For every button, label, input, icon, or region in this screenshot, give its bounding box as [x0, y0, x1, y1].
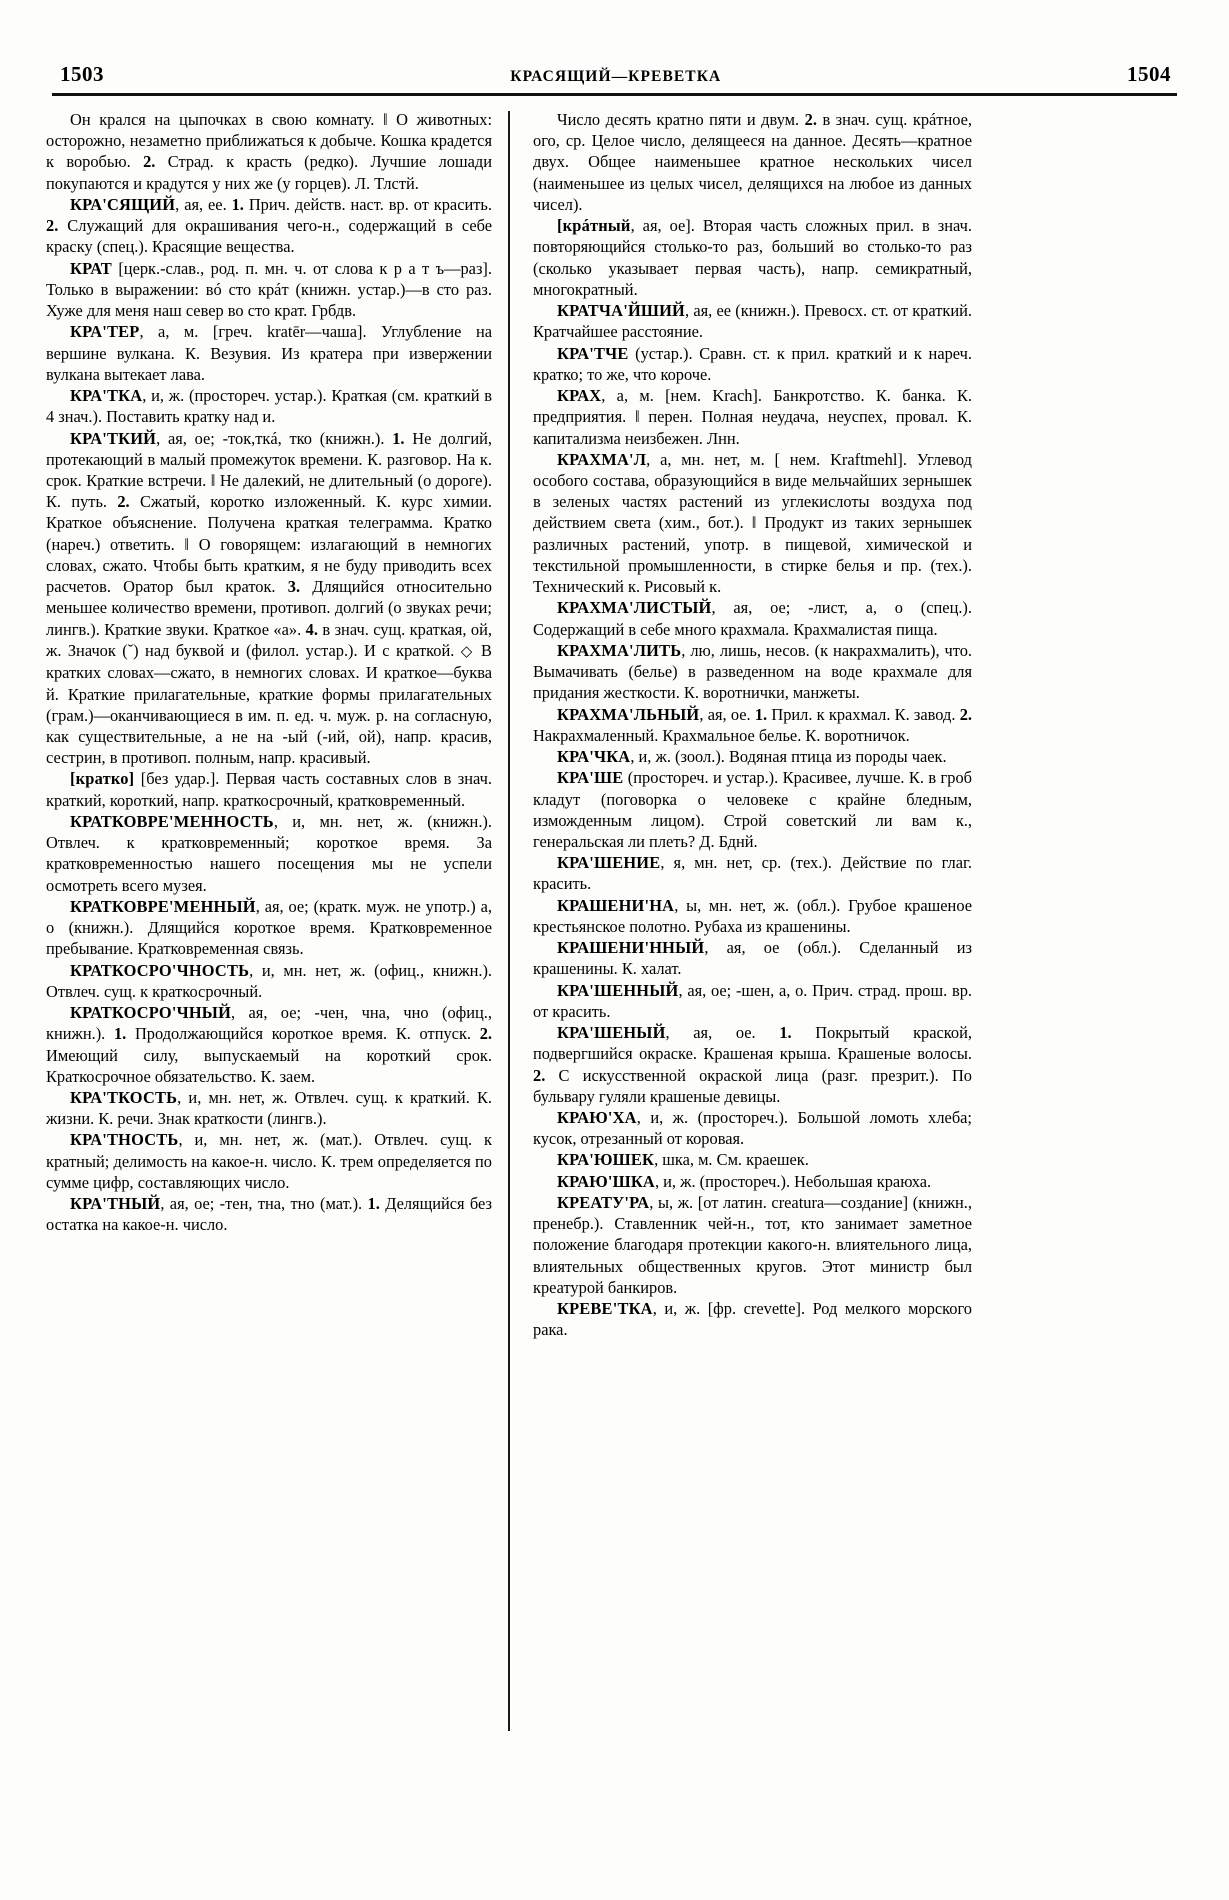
headword: КРАТ — [70, 258, 112, 278]
entry-krashenina — [533, 895, 972, 937]
folio-right: 1504 — [1126, 62, 1171, 86]
entry-body: , ая, ое; -лист, а, о (спец.). Содержащий в себе много крахмала. Крахмалистая пища. — [533, 598, 972, 639]
entry-krashenie — [533, 852, 972, 894]
entry-body: , ая, ое. 1. Покрытый краской, подвергшийся окраске. Крашеная крыша. Крашеные волосы. 2. С искусственной окраской лица (разг. презрит.). По бульвару гуляли крашеные девицы. — [533, 1023, 973, 1106]
entry-kratche — [533, 343, 972, 385]
headword: КРА'ЧКА — [557, 747, 631, 767]
headword: КРА'ТЧЕ — [557, 343, 629, 363]
entry-krasyashchiy — [46, 194, 492, 258]
entry-krakhmalnyy — [533, 704, 972, 746]
entry-kratkost — [46, 1087, 492, 1129]
headword: КРЕВЕ'ТКА — [557, 1299, 653, 1319]
entry-body: , и, ж. (простореч.). Большой ломоть хлеба; кусок, отрезанный от коровая. — [533, 1108, 972, 1149]
running-title: КРАСЯЩИЙ—КРЕВЕТКА — [509, 68, 722, 85]
right-column — [510, 109, 972, 1809]
entry-krevetka — [533, 1298, 972, 1340]
headword: КРА'ТНЫЙ — [70, 1194, 161, 1214]
headword: КРАЮ'ХА — [557, 1108, 637, 1128]
headword: КРАХМА'Л — [557, 449, 647, 469]
entry-kratnyy-continued — [533, 109, 972, 215]
entry-krasyashchiy-continued — [46, 109, 492, 194]
headword: КРА'ШЕ — [557, 768, 624, 788]
entry-kratko-prefix — [46, 768, 492, 810]
headword: КРАТКОВРЕ'МЕННОСТЬ — [70, 811, 274, 831]
headword: [кратко] — [70, 769, 135, 789]
entry-body: , и, мн. нет, ж. (офиц., книжн.). Отвлеч. сущ. к краткосрочный. — [46, 960, 492, 1001]
running-head — [46, 62, 1183, 87]
entry-body: (устар.). Сравн. ст. к прил. краткий и к нареч. кратко; то же, что короче. — [533, 343, 972, 384]
entry-krakhmal — [533, 449, 972, 598]
sense-divider-mark — [211, 471, 216, 490]
headword: КРАЮ'ШКА — [557, 1171, 655, 1191]
entry-body: , ы, мн. нет, ж. (обл.). Грубое крашеное крестьянское полотно. Рубаха из крашенины. — [533, 895, 972, 936]
entry-krater — [46, 321, 492, 385]
entry-body: Число десять кратно пяти и двум. 2. в знач. сущ. крáтное, ого, ср. Целое число, делящееся на данное. Десять—кратное двух. Общее наименьшее кратное нескольких чисел (наименьшее из целых чисел, делящихся на любое из данных чисел). — [533, 110, 972, 214]
entry-body: , ая, ее. 1. Прич. действ. наст. вр. от красить. 2. Служащий для окрашивания чего-н., содержащий в себе краску (спец.). Красящие вещества. — [46, 194, 492, 257]
entry-body: , ая, ее (книжн.). Превосх. ст. от краткий. Кратчайшее расстояние. — [533, 301, 972, 342]
entry-krayushek — [533, 1149, 972, 1170]
entry-krakhmalistyy — [533, 597, 972, 639]
headword: КРА'ШЕНИЕ — [557, 853, 661, 873]
entry-kratkiy — [46, 428, 492, 769]
headword: КРА'ШЕННЫЙ — [557, 980, 679, 1000]
headword: КРАШЕНИ'ННЫЙ — [557, 938, 705, 958]
entry-body: , ая, ое. 1. Прил. к крахмал. К. завод. 2. Накрахмаленный. Крахмальное белье. К. воротничок. — [533, 704, 972, 745]
headword: КРАТКОВРЕ'МЕННЫЙ — [70, 896, 256, 916]
header-rule — [52, 93, 1177, 96]
entry-body: , ая, ое; -ток,ткá, тко (книжн.). 1. Не долгий, протекающий в малый промежуток времени. К. разговор. На к. срок. Краткие встречи. ‖ Не далекий, не длительный (о дороге). К. путь. 2. Сжатый, коротко изложенный. К. курс химии. Краткое объяснение. Получена краткая телеграмма. Кратко (нареч.) ответить. ‖ О говорящем: излагающий в немногих словах, сжато. Чтобы быть кратким, я не буду приводить всех расчетов. Оратор был краток. 3. Длящийся относительно меньшее количество времени, противоп. долгий (о звуках речи; лингв.). Краткие звуки. Краткое «а». 4. в знач. сущ. краткая, ой, ж. Значок (˘) над буквой и (филол. устар.). И с краткой. ◇ В кратких словах—сжато, в немногих словах. И краткое—буква й. Краткие прилагательные, краткие формы прилагательных (грам.)—оканчивающиеся в им. п. ед. ч. муж. р. на согласную, как существительные, а не на -ый (-ий, ой), напр. красив, сестрин, в противоп. полным, напр. красивый. — [46, 429, 492, 768]
headword: КРЕАТУ'РА — [557, 1192, 650, 1212]
sense-divider-mark — [635, 407, 640, 426]
entry-body: , и, мн. нет, ж. (мат.). Отвлеч. сущ. к кратный; делимость на какое-н. число. К. трем определяется по сумме цифр, составляющих число. — [46, 1130, 492, 1192]
entry-kratkosrochnost — [46, 960, 492, 1002]
entry-kratkosrochnyy — [46, 1002, 492, 1087]
headword: КРАТКОСРО'ЧНЫЙ — [70, 1003, 232, 1023]
headword: КРА'ТКИЙ — [70, 428, 157, 448]
entry-krayukha — [533, 1107, 972, 1149]
entry-body: , ы, ж. [от латин. creatura—создание] (книжн., пренебр.). Ставленник чей-н., тот, кто занимает заметное положение благодаря протекции какого-н. влиятельного лица, влиятельных общественных кругов. Этот министр был креатурой банкиров. — [533, 1192, 972, 1297]
entry-body: , а, м. [нем. Krach]. Банкротство. К. банка. К. предприятия. ‖ перен. Полная неудача, неуспех, провал. К. капитализма неизбежен. Лнн. — [533, 386, 972, 447]
entry-krasheninnyy — [533, 937, 972, 979]
sense-divider-mark — [383, 110, 388, 129]
entry-body: , я, мн. нет, ср. (тех.). Действие по глаг. красить. — [533, 853, 972, 894]
entry-krachka — [533, 746, 972, 767]
entry-body: , ая, ое; -шен, а, о. Прич. страд. прош. вр. от красить. — [533, 980, 972, 1021]
headword: КРАТКОСРО'ЧНОСТЬ — [70, 960, 250, 980]
headword: КРАХ — [557, 386, 602, 406]
entry-krashe — [533, 767, 972, 852]
headword: КРА'ТЕР — [70, 322, 140, 342]
entry-body: , и, ж. (зоол.). Водяная птица из породы чаек. — [630, 747, 947, 767]
entry-krakh — [533, 385, 972, 449]
entry-krat — [46, 258, 492, 322]
entry-kratkovremennost — [46, 811, 492, 896]
phrase-diamond-icon: ◇ — [460, 643, 475, 660]
headword: КРА'СЯЩИЙ — [70, 194, 176, 214]
entry-body: , и, мн. нет, ж. Отвлеч. сущ. к краткий. К. жизни. К. речи. Знак краткости (лингв.). — [46, 1087, 492, 1129]
entry-kratnyy-suffix — [533, 215, 972, 300]
entry-kratka — [46, 385, 492, 427]
text-columns — [46, 109, 1183, 1809]
headword: КРА'ТКОСТЬ — [70, 1087, 178, 1107]
entry-body: , а, мн. нет, м. [ нем. Kraftmehl]. Углевод особого состава, образующийся в виде мельчайших зернышек в зеленых частях растений из углекислоты воздуха под действием света (хим., бот.). ‖ Продукт из таких зернышек различных растений, употр. в пищевой, химической и текстильной промышленности, в стирке белья и пр. (тех.). Технический к. Рисовый к. — [533, 450, 972, 596]
folio-left: 1503 — [60, 62, 104, 86]
entry-body: , ая, ое (обл.). Сделанный из крашенины. К. халат. — [533, 938, 972, 979]
entry-body: [церк.-слав., род. п. мн. ч. от слова к р а т ъ—раз]. Только в выражении: вó сто крáт (книжн. устар.)—в сто раз. Хуже для меня наш север во сто крат. Грбдв. — [46, 258, 492, 321]
entry-body: (простореч. и устар.). Красивее, лучше. К. в гроб кладут (поговорка о человеке с крайне бледным, изможденным лицом). Строй советский ли вам к., генеральская ли плеть? Д. Бднй. — [533, 768, 972, 851]
entry-krashenyy — [533, 1022, 972, 1107]
sense-divider-mark — [752, 513, 757, 532]
entry-body: , ая, ое; (кратк. муж. не употр.) а, о (книжн.). Длящийся короткое время. Кратковременное пребывание. Кратковременная связь. — [46, 896, 492, 959]
entry-body: , и, мн. нет, ж. (книжн.). Отвлеч. к кратковременный; короткое время. За кратковременностью нашего посещения мы не успели осмотреть всего музея. — [46, 811, 492, 895]
entry-body: [без удар.]. Первая часть составных слов в знач. краткий, короткий, напр. краткосрочный, кратковременный. — [46, 769, 492, 810]
entry-krakhmalit — [533, 640, 972, 704]
headword: КРА'ШЕНЫЙ — [557, 1023, 666, 1043]
headword: КРА'ТКА — [70, 386, 143, 406]
entry-body: , и, ж. [фр. crevette]. Род мелкого морского рака. — [533, 1299, 972, 1340]
entry-krashennyy — [533, 980, 972, 1022]
entry-body: Он крался на цыпочках в свою комнату. ‖ О животных: осторожно, незаметно приближаться к добыче. Кошка крадется к воробью. 2. Страд. к красть (редко). Лучшие лошади покупаются и крадутся у них же (у горцев). Л. Тлстй. — [46, 110, 492, 193]
headword: КРАХМА'ЛЬНЫЙ — [557, 704, 700, 724]
entry-body: , лю, лишь, несов. (к накрахмалить), что. Вымачивать (белье) в разведенном на воде крахмале для придания жесткости. К. воротнички, манжеты. — [533, 640, 972, 703]
entry-kratkovremennyy — [46, 896, 492, 960]
sense-divider-mark — [184, 535, 189, 554]
entry-body: , и, ж. (простореч.). Небольшая краюха. — [654, 1171, 932, 1191]
headword: КРА'ТНОСТЬ — [70, 1130, 179, 1150]
entry-krayushka — [533, 1171, 972, 1192]
headword: КРАТЧА'ЙШИЙ — [557, 301, 685, 321]
entry-body: , а, м. [греч. kratēr—чаша]. Углубление на вершине вулкана. К. Везувия. Из кратера при извержении вулкана вытекает лава. — [46, 322, 492, 384]
entry-kratnyy — [46, 1193, 492, 1235]
entry-kratchayshiy — [533, 300, 972, 342]
entry-body: , шка, м. См. краешек. — [654, 1150, 809, 1170]
entry-body: , ая, ое]. Вторая часть сложных прил. в знач. повторяющийся столько-то раз, больший во столько-то раз (сколько указывает первая часть), напр. семикратный, многократный. — [533, 216, 972, 299]
entry-body: , ая, ое; -чен, чна, чно (офиц., книжн.). 1. Продолжающийся короткое время. К. отпуск. 2. Имеющий силу, выпускаемый на короткий срок. Краткосрочное обязательство. К. заем. — [46, 1003, 492, 1086]
entry-kreatura — [533, 1192, 972, 1298]
entry-body: , ая, ое; -тен, тна, тно (мат.). 1. Делящийся без остатка на какое-н. число. — [46, 1194, 492, 1235]
entry-kratnost — [46, 1129, 492, 1193]
entry-body: , и, ж. (простореч. устар.). Краткая (см. краткий в 4 знач.). Поставить кратку над и. — [46, 386, 492, 427]
left-column — [46, 109, 508, 1809]
headword: [крáтный — [557, 216, 631, 236]
headword: КРАХМА'ЛИСТЫЙ — [557, 598, 712, 618]
headword: КРА'ЮШЕК — [557, 1150, 655, 1170]
headword: КРАХМА'ЛИТЬ — [557, 640, 682, 660]
headword: КРАШЕНИ'НА — [557, 895, 675, 915]
